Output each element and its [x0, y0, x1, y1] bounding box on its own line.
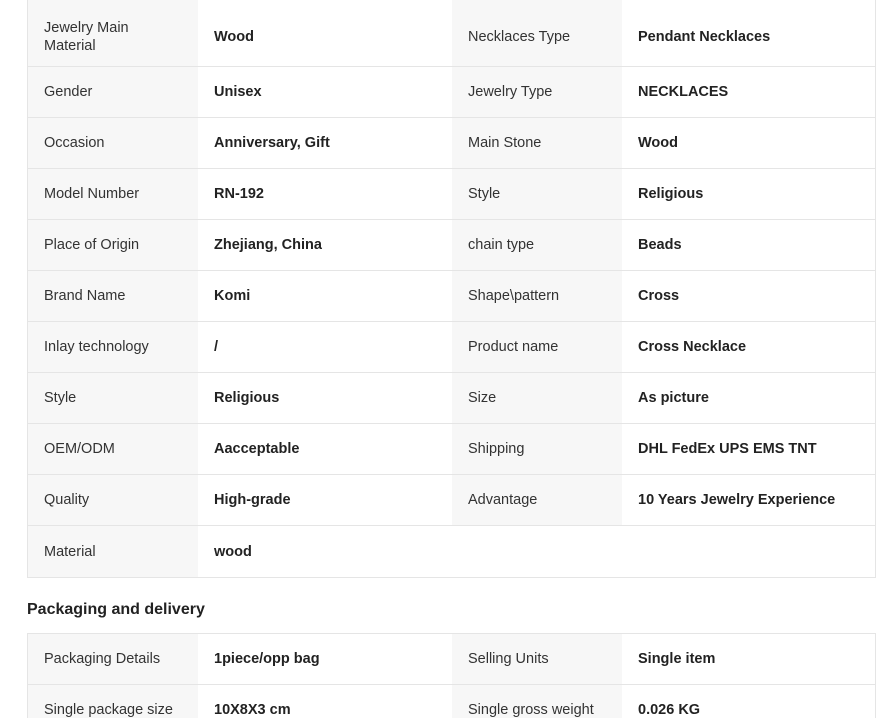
attribute-key: Occasion: [28, 118, 198, 168]
attribute-value: Beads: [622, 220, 875, 270]
table-row: [28, 220, 875, 271]
attribute-key: Jewelry Type: [452, 67, 622, 117]
attribute-value: Aacceptable: [198, 424, 452, 474]
packaging-section-title: Packaging and delivery: [27, 601, 205, 618]
attribute-value: NECKLACES: [622, 67, 875, 117]
empty-cell: [622, 526, 875, 577]
table-row: [28, 526, 875, 577]
packaging-table: [27, 633, 876, 718]
table-row: [28, 118, 875, 169]
empty-cell: [452, 526, 622, 577]
attribute-key: Single package size: [28, 685, 198, 718]
attribute-value: 10X8X3 cm: [198, 685, 452, 718]
attribute-value: Wood: [198, 0, 452, 66]
attribute-key: chain type: [452, 220, 622, 270]
attribute-key: Brand Name: [28, 271, 198, 321]
attribute-value: High-grade: [198, 475, 452, 525]
attribute-value: 0.026 KG: [622, 685, 875, 718]
table-row: [28, 634, 875, 685]
attribute-key: Place of Origin: [28, 220, 198, 270]
attribute-value: 10 Years Jewelry Experience: [622, 475, 875, 525]
attribute-value: RN-192: [198, 169, 452, 219]
attribute-key: Style: [452, 169, 622, 219]
attribute-key: Jewelry Main Material: [28, 0, 198, 66]
attribute-key: Shape\pattern: [452, 271, 622, 321]
attribute-key: Inlay technology: [28, 322, 198, 372]
attribute-key: Quality: [28, 475, 198, 525]
table-row: [28, 271, 875, 322]
attribute-value: Zhejiang, China: [198, 220, 452, 270]
attribute-value: Unisex: [198, 67, 452, 117]
attribute-key: Main Stone: [452, 118, 622, 168]
table-row: [28, 475, 875, 526]
attribute-key: Material: [28, 526, 198, 577]
attribute-value: Cross Necklace: [622, 322, 875, 372]
attribute-value: Single item: [622, 634, 875, 684]
attribute-key: Necklaces Type: [452, 0, 622, 66]
attribute-key: Packaging Details: [28, 634, 198, 684]
attribute-value: As picture: [622, 373, 875, 423]
table-row: [28, 373, 875, 424]
table-row: [28, 0, 875, 67]
attribute-value: Anniversary, Gift: [198, 118, 452, 168]
attribute-key: Size: [452, 373, 622, 423]
attribute-value: Religious: [622, 169, 875, 219]
attribute-value: Wood: [622, 118, 875, 168]
table-row: [28, 67, 875, 118]
table-row: [28, 685, 875, 718]
attribute-value: wood: [198, 526, 452, 577]
attribute-key: Shipping: [452, 424, 622, 474]
attribute-key: Model Number: [28, 169, 198, 219]
attribute-key: Gender: [28, 67, 198, 117]
attribute-key: Style: [28, 373, 198, 423]
attribute-value: Komi: [198, 271, 452, 321]
attribute-value: Cross: [622, 271, 875, 321]
attribute-key: Advantage: [452, 475, 622, 525]
attribute-key: Product name: [452, 322, 622, 372]
attribute-value: DHL FedEx UPS EMS TNT: [622, 424, 875, 474]
table-row: [28, 424, 875, 475]
attribute-value: 1piece/opp bag: [198, 634, 452, 684]
attribute-key: OEM/ODM: [28, 424, 198, 474]
table-row: [28, 169, 875, 220]
attribute-key: Selling Units: [452, 634, 622, 684]
attribute-value: /: [198, 322, 452, 372]
attributes-table: [27, 0, 876, 578]
attribute-key: Single gross weight: [452, 685, 622, 718]
attribute-value: Religious: [198, 373, 452, 423]
table-row: [28, 322, 875, 373]
attribute-value: Pendant Necklaces: [622, 0, 875, 66]
